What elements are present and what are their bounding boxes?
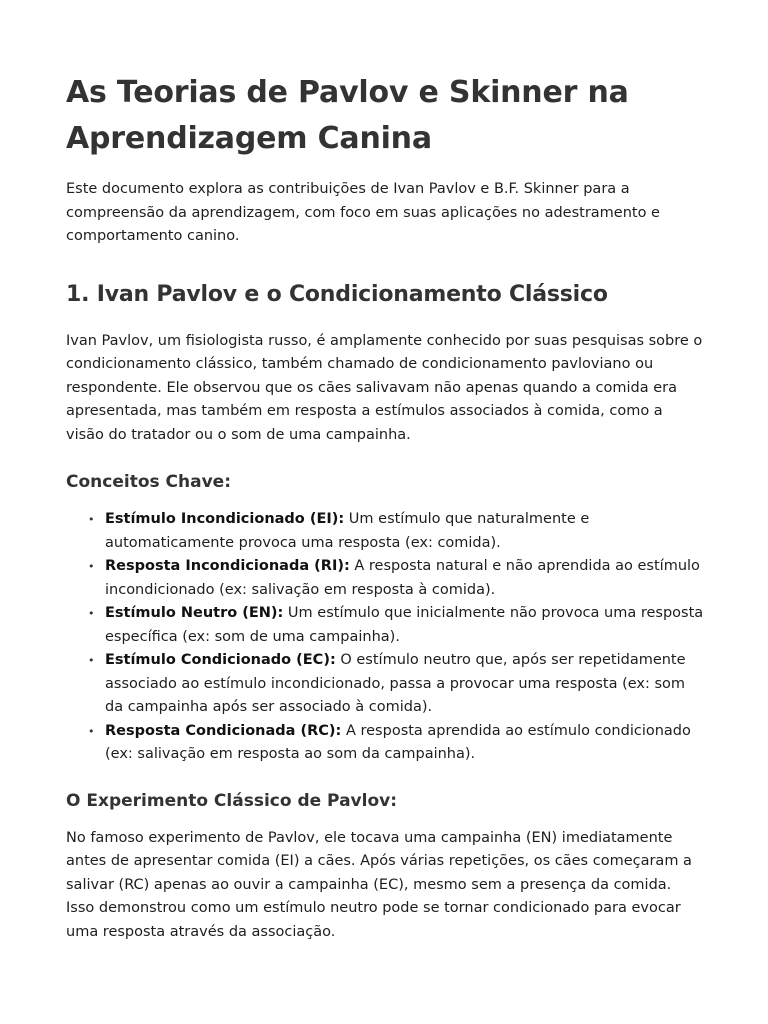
document-title: As Teorias de Pavlov e Skinner na Aprendizagem Canina <box>66 75 629 156</box>
concept-term: Estímulo Condicionado (EC): <box>105 652 336 668</box>
pavlov-paragraph: Ivan Pavlov, um fisiologista russo, é amplamente conhecido por suas pesquisas sobre o condicionamento clássico, também chamado de condicionamento pavloviano ou respondente. Ele observou que os cães salivavam não apenas quando a comida era apresentada, mas também em resposta a estímulos associados à comida, como a visão do tratador ou o som de uma campainha. <box>66 332 703 443</box>
concept-description: Um estímulo que naturalmente e automaticamente provoca uma resposta (ex: comida). <box>105 511 590 551</box>
list-item <box>88 555 704 602</box>
list-item <box>88 508 704 555</box>
list-item <box>88 602 704 649</box>
concepts-list <box>66 508 704 767</box>
concept-term: Resposta Condicionada (RC): <box>105 722 342 739</box>
concepts-heading: Conceitos Chave: <box>66 472 231 492</box>
concept-term: Estímulo Incondicionado (EI): <box>105 511 345 527</box>
list-item <box>88 720 704 767</box>
experiment-paragraph: No famoso experimento de Pavlov, ele tocava uma campainha (EN) imediatamente antes de apresentar comida (EI) a cães. Após várias repetições, os cães começaram a salivar (RC) apenas ao ouvir a campainha (EC), mesmo sem a presença da comida. Isso demonstrou como um estímulo neutro pode se tornar condicionado para evocar uma resposta através da associação. <box>66 829 692 940</box>
intro-paragraph: Este documento explora as contribuições de Ivan Pavlov e B.F. Skinner para a compreensão da aprendizagem, com foco em suas aplicações no adestramento e comportamento canino. <box>66 181 660 244</box>
concept-description: A resposta aprendida ao estímulo condicionado (ex: salivação em resposta ao som da campainha). <box>105 722 691 762</box>
concept-description: A resposta natural e não aprendida ao estímulo incondicionado (ex: salivação em resposta à comida). <box>105 558 700 598</box>
section-heading-pavlov: 1. Ivan Pavlov e o Condicionamento Clássico <box>66 281 608 307</box>
experiment-heading: O Experimento Clássico de Pavlov: <box>66 790 398 811</box>
concept-term: Estímulo Neutro (EN): <box>105 605 284 621</box>
concept-description: O estímulo neutro que, após ser repetidamente associado ao estímulo incondicionado, passa a provocar uma resposta (ex: som da campainha após ser associado à comida). <box>105 652 686 715</box>
concept-term: Resposta Incondicionada (RI): <box>105 558 350 574</box>
concept-description: Um estímulo que inicialmente não provoca uma resposta específica (ex: som de uma campainha). <box>105 605 704 645</box>
list-item <box>88 649 704 720</box>
